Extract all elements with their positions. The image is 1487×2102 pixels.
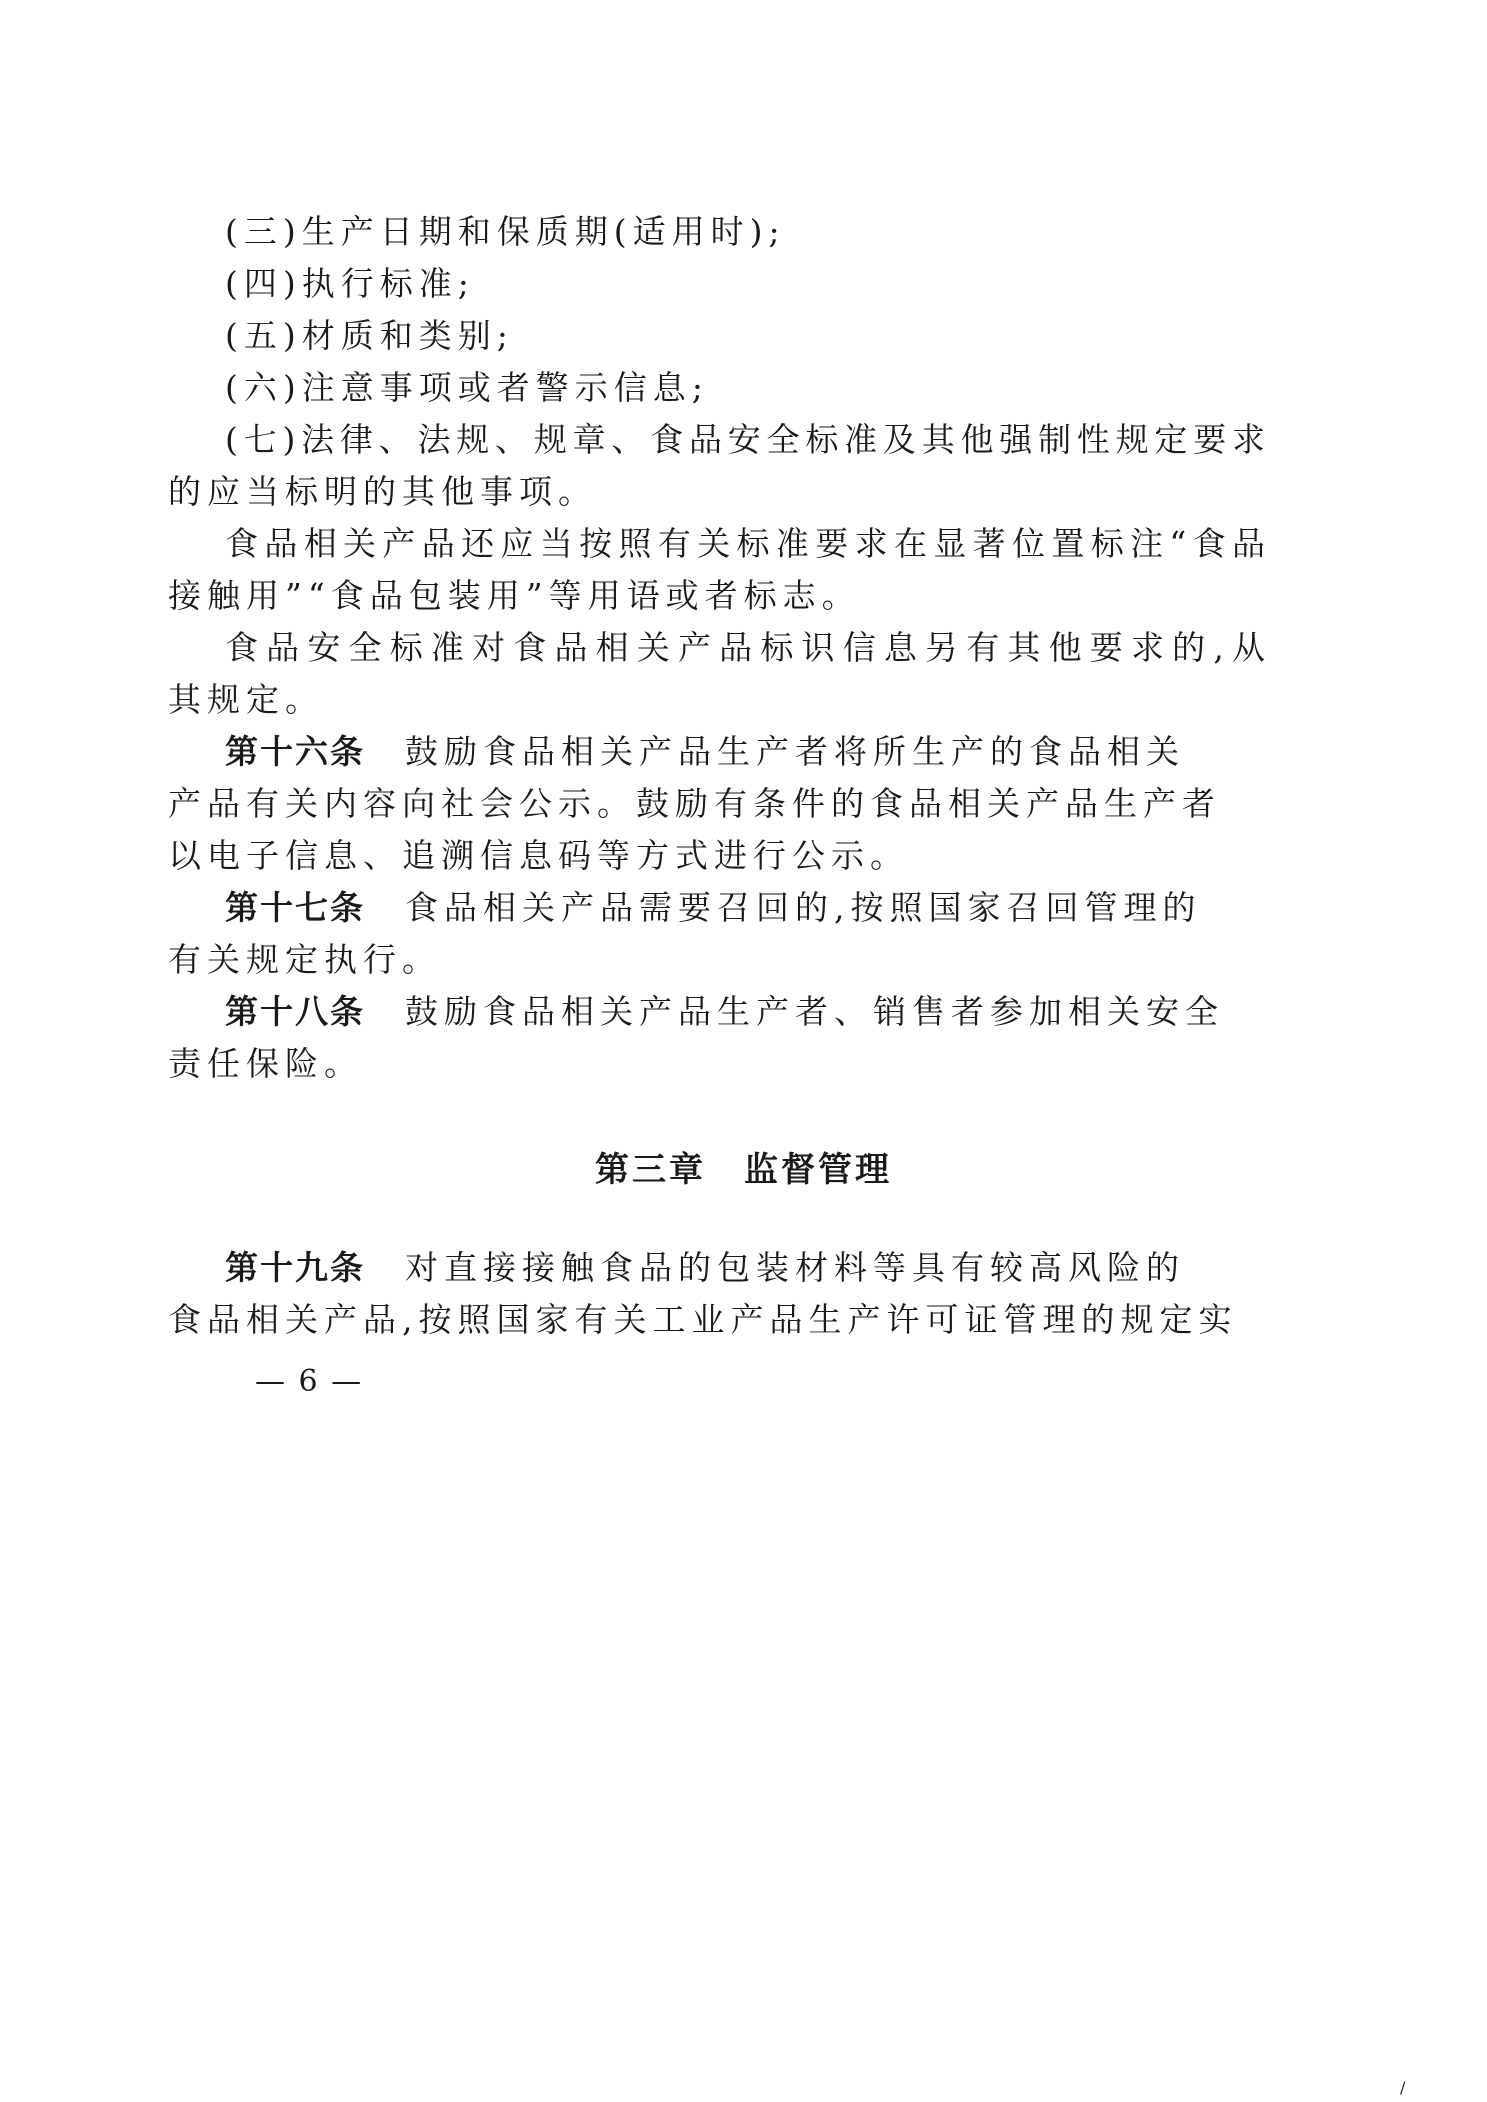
chapter-title: 监督管理 [744, 1150, 892, 1190]
article-16-label: 第十六条 [225, 732, 365, 771]
article-17-line-1 [225, 888, 1202, 928]
scan-mark: / [1400, 2078, 1406, 2097]
article-19-text-1: 对直接接触食品的包装材料等具有较高风险的 [405, 1248, 1185, 1287]
label-paragraph-line-1: 食品相关产品还应当按照有关标准要求在显著位置标注“食品 [225, 524, 1265, 563]
article-17-text-1: 食品相关产品需要召回的,按照国家召回管理的 [405, 888, 1202, 927]
article-18-label: 第十八条 [225, 992, 365, 1031]
article-17-line-2: 有关规定执行。 [168, 940, 441, 979]
list-item-4: (四)执行标准; [225, 264, 475, 303]
article-16-line-1 [225, 732, 1185, 772]
article-18-line-1 [225, 992, 1224, 1032]
article-19-line-2: 食品相关产品,按照国家有关工业产品生产许可证管理的规定实 [168, 1300, 1238, 1339]
list-item-7-line-2: 的应当标明的其他事项。 [168, 472, 597, 511]
list-item-6: (六)注意事项或者警示信息; [225, 368, 709, 407]
article-16-line-3: 以电子信息、追溯信息码等方式进行公示。 [168, 836, 909, 875]
list-item-3: (三)生产日期和保质期(适用时); [225, 212, 786, 251]
article-16-line-2: 产品有关内容向社会公示。鼓励有条件的食品相关产品生产者 [168, 784, 1221, 823]
article-19-line-1 [225, 1248, 1185, 1288]
article-18-text-1: 鼓励食品相关产品生产者、销售者参加相关安全 [405, 992, 1224, 1031]
article-17-label: 第十七条 [225, 888, 365, 927]
standard-paragraph-line-1: 食品安全标准对食品相关产品标识信息另有其他要求的,从 [225, 628, 1265, 667]
article-19-label: 第十九条 [225, 1248, 365, 1287]
chapter-number: 第三章 [595, 1150, 706, 1190]
article-18-line-2: 责任保险。 [168, 1044, 363, 1083]
page-number: — 6 — [255, 1364, 364, 1399]
chapter-heading [0, 1150, 1487, 1190]
list-item-5: (五)材质和类别; [225, 316, 514, 355]
article-16-text-1: 鼓励食品相关产品生产者将所生产的食品相关 [405, 732, 1185, 771]
list-item-7-line-1: (七)法律、法规、规章、食品安全标准及其他强制性规定要求 [225, 420, 1265, 459]
label-paragraph-line-2: 接触用”“食品包装用”等用语或者标志。 [168, 576, 861, 615]
standard-paragraph-line-2: 其规定。 [168, 680, 324, 719]
